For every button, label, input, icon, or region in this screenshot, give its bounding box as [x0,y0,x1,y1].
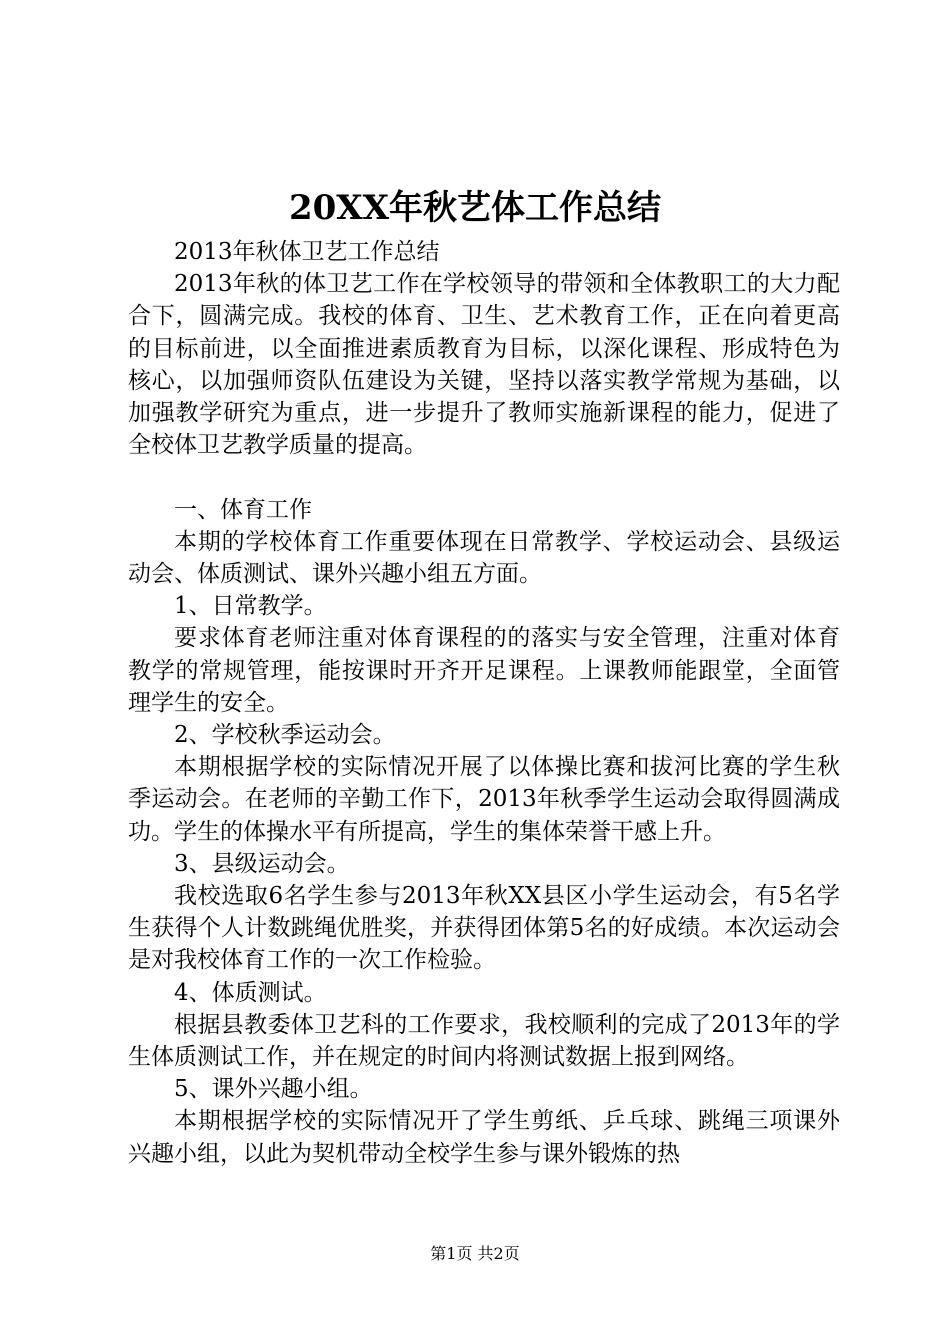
blank-line [128,461,840,493]
page-footer: 第1页 共2页 [430,1244,520,1263]
subheading-fitness-test: 4、体质测试。 [174,979,327,1006]
paragraph-sports-overview: 本期的学校体育工作重要体现在日常教学、学校运动会、县级运动会、体质测试、课外兴趣小组五方面。 [128,528,840,588]
subheading-school-games: 2、学校秋季运动会。 [174,722,396,749]
subheading-interest-groups: 5、课外兴趣小组。 [174,1076,373,1103]
subheading-daily-teaching: 1、日常教学。 [174,593,327,620]
document-body [128,236,840,1170]
document-title: 20XX年秋艺体工作总结 [288,188,662,228]
paragraph-school-games: 本期根据学校的实际情况开展了以体操比赛和拔河比赛的学生秋季运动会。在老师的辛勤工作下，2013年秋季学生运动会取得圆满成功。学生的体操水平有所提高，学生的集体荣誉干感上升。 [128,754,840,845]
intro-paragraph: 2013年秋的体卫艺工作在学校领导的带领和全体教职工的大力配合下，圆满完成。我校的体育、卫生、艺术教育工作，正在向着更高的目标前进，以全面推进素质教育为目标，以深化课程、形成特色为核心，以加强师资队伍建设为关键，坚持以落实教学常规为基础，以加强教学研究为重点，进一步提升了教师实施新课程的能力，促进了全校体卫艺教学质量的提高。 [128,271,840,459]
paragraph-interest-groups: 本期根据学校的实际情况开了学生剪纸、乒乓球、跳绳三项课外兴趣小组，以此为契机带动全校学生参与课外锻炼的热 [128,1108,840,1167]
section-heading-sports: 一、体育工作 [174,496,312,523]
subtitle-paragraph: 2013年秋体卫艺工作总结 [174,239,440,265]
subheading-county-games: 3、县级运动会。 [174,850,350,877]
paragraph-fitness-test: 根据县教委体卫艺科的工作要求，我校顺利的完成了2013年的学生体质测试工作，并在规定的时间内将测试数据上报到网络。 [128,1011,840,1071]
paragraph-county-games: 我校选取6名学生参与2013年秋XX县区小学生运动会，有5名学生获得个人计数跳绳优胜奖，并获得团体第5名的好成绩。本次运动会是对我校体育工作的一次工作检验。 [128,883,840,974]
paragraph-daily-teaching: 要求体育老师注重对体育课程的的落实与安全管理，注重对体育教学的常规管理，能按课时开齐开足课程。上课教师能跟堂，全面管理学生的安全。 [128,625,840,716]
